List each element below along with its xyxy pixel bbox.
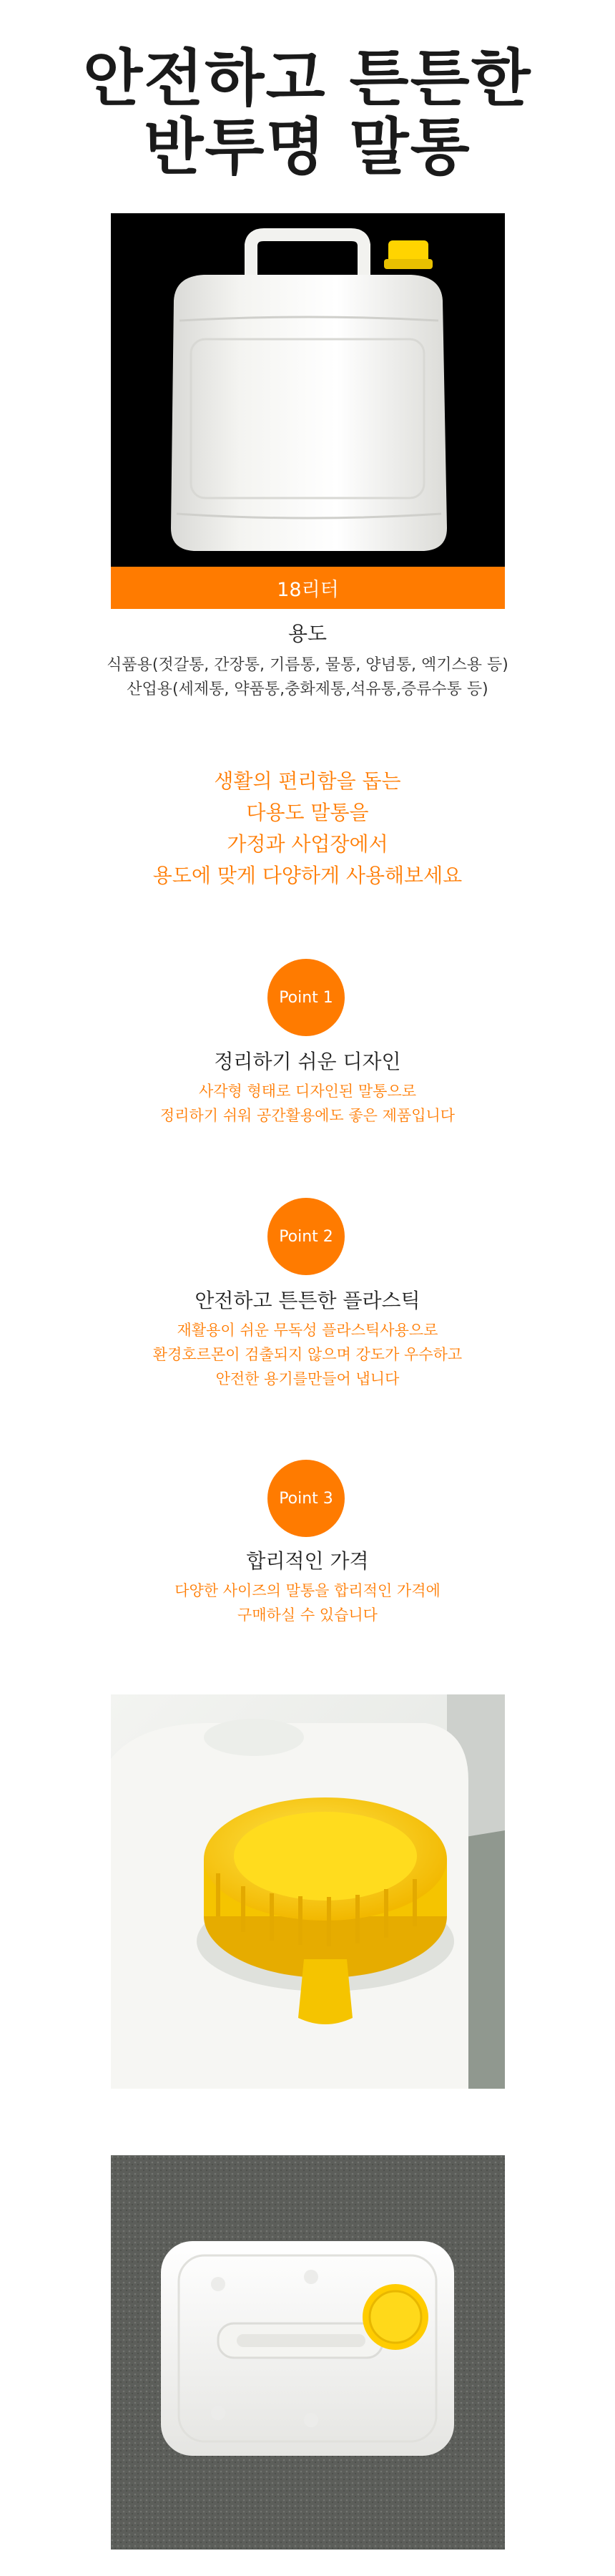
cap-closeup-illustration (111, 1694, 505, 2089)
point-1-line-1: 사각형 형태로 디자인된 말통으로 (198, 1083, 417, 1100)
usage-description (0, 653, 615, 702)
point-2-line-1: 재활용이 쉬운 무독성 플라스틱사용으로 (177, 1322, 438, 1339)
point-3-badge: Point 3 (267, 1460, 345, 1537)
slogan-line-1: 생활의 편리함을 돕는 (214, 769, 401, 793)
point-2-line-3: 안전한 용기를만들어 냅니다 (215, 1370, 400, 1387)
point-3-description (0, 1579, 615, 1627)
usage-line-food: 식품용(젓갈통, 간장통, 기름통, 물통, 양념통, 엑기스용 등) (107, 656, 508, 674)
slogan-line-3: 가정과 사업장에서 (227, 832, 388, 856)
point-2-heading: 안전하고 튼튼한 플라스틱 (195, 1289, 420, 1312)
jerrycan-illustration (111, 213, 505, 567)
point-2-badge: Point 2 (267, 1198, 345, 1275)
slogan-line-2: 다용도 말통을 (246, 801, 369, 824)
title-line-2: 반투명 말통 (144, 112, 471, 183)
point-2-description (0, 1318, 615, 1391)
point-3-heading: 합리적인 가격 (246, 1549, 369, 1573)
capacity-label: 18리터 (111, 567, 505, 609)
usage-heading: 용도 (287, 622, 328, 645)
point-1-badge: Point 1 (267, 959, 345, 1036)
hero-product-image (111, 213, 505, 609)
title-line-1: 안전하고 튼튼한 (83, 43, 532, 114)
usage-line-industrial: 산업용(세제통, 약품통,충화제통,석유통,증류수통 등) (127, 680, 488, 698)
top-view-photo (111, 2155, 505, 2550)
top-view-illustration (111, 2155, 505, 2550)
point-1-line-2: 정리하기 쉬워 공간활용에도 좋은 제품입니다 (159, 1107, 456, 1124)
point-3-line-2: 구매하실 수 있습니다 (237, 1606, 378, 1624)
point-1-description (0, 1079, 615, 1128)
point-3-line-1: 다양한 사이즈의 말통을 합리적인 가격에 (174, 1582, 441, 1599)
point-1-heading: 정리하기 쉬운 디자인 (214, 1050, 401, 1073)
cap-closeup-photo (111, 1694, 505, 2089)
slogan-line-4: 용도에 맞게 다양하게 사용해보세요 (152, 864, 463, 887)
page-title (0, 0, 615, 182)
slogan-block (0, 766, 615, 892)
point-2-line-2: 환경호르몬이 검출되지 않으며 강도가 우수하고 (152, 1346, 463, 1363)
